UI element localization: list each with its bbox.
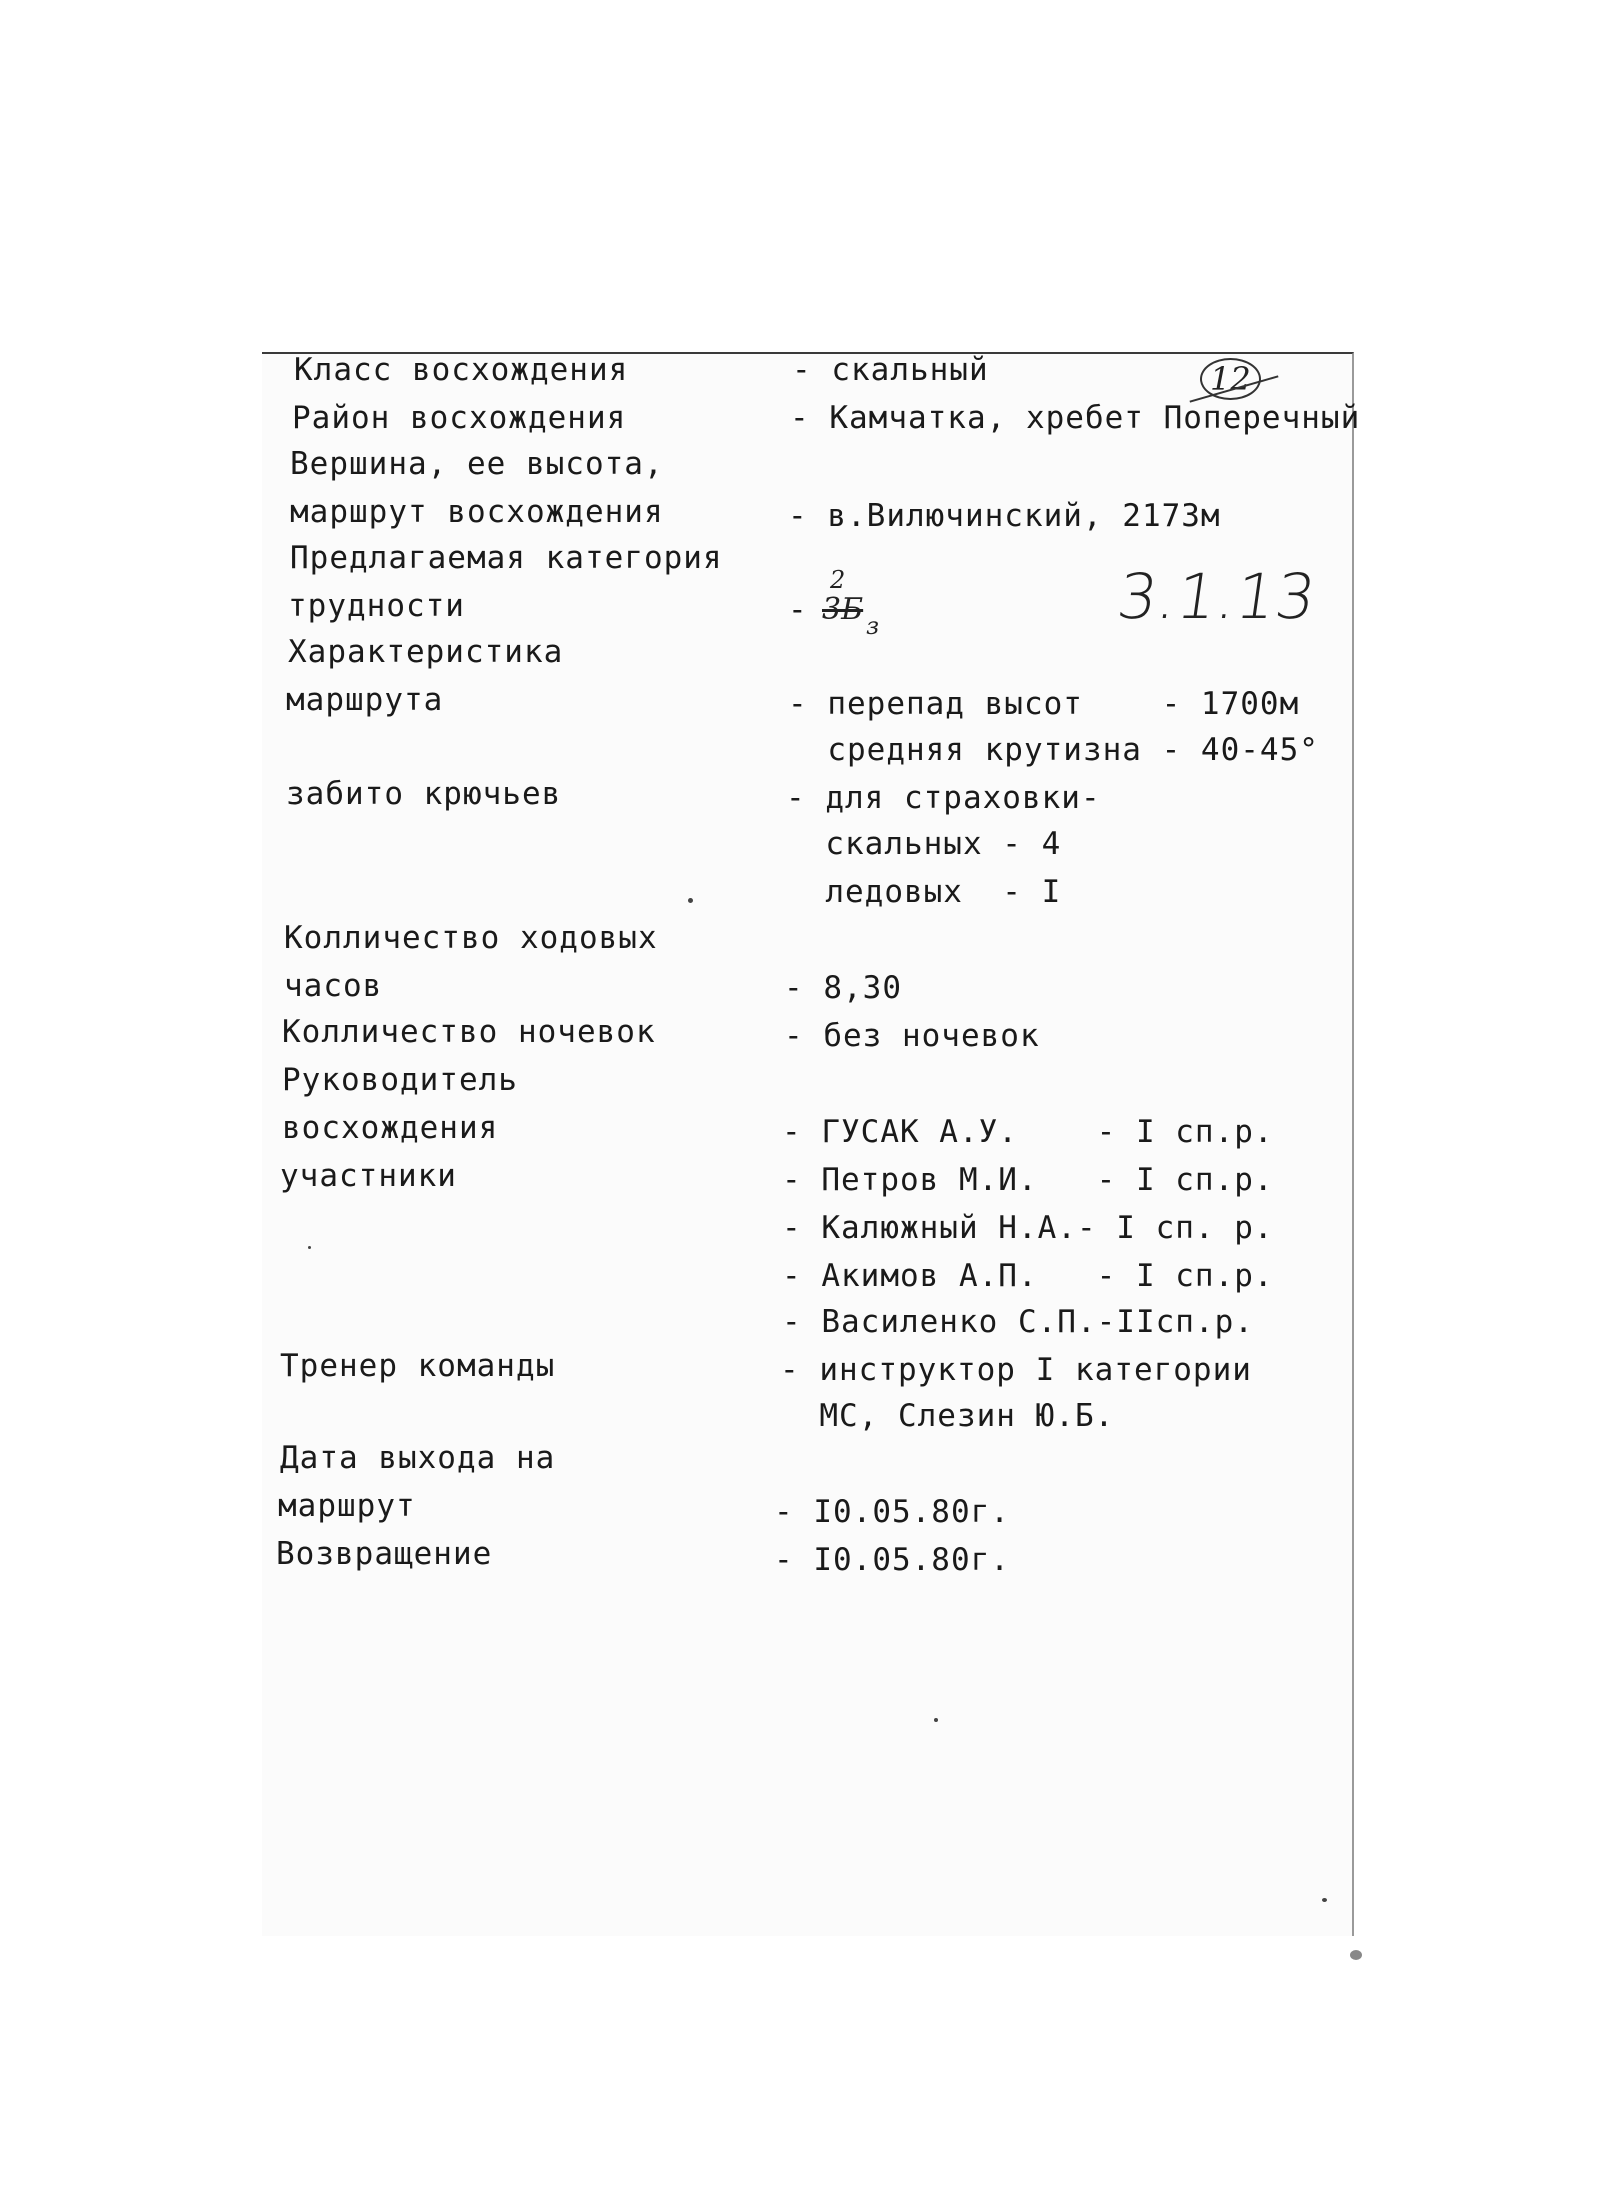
pitons-value-3: ледовых - I (786, 874, 1062, 910)
category-dash: - (788, 592, 808, 628)
pitons-value-1: - для страховки- (786, 780, 1101, 816)
coach-label: Тренер команды (280, 1348, 556, 1384)
hours-value: - 8,30 (784, 970, 902, 1006)
pitons-label: забито крючьев (286, 776, 562, 812)
scan-speck (1322, 1898, 1327, 1902)
route-value-2: средняя крутизна - 40-45° (788, 732, 1319, 768)
nights-label: Колличество ночевок (282, 1014, 656, 1050)
leader-label-2: восхождения (282, 1110, 499, 1146)
members-label: участники (280, 1158, 457, 1194)
region-label: Район восхождения (292, 400, 627, 436)
category-label-2: трудности (288, 588, 465, 624)
coach-value-1: - инструктор I категории (780, 1352, 1252, 1388)
return-value: - I0.05.80г. (774, 1542, 1010, 1578)
coach-value-2: МС, Слезин Ю.Б. (780, 1398, 1115, 1434)
leader-value: - ГУСАК А.У. - I сп.р. (782, 1114, 1274, 1150)
leader-label-1: Руководитель (282, 1062, 518, 1098)
member-row: - Акимов А.П. - I сп.р. (782, 1258, 1274, 1294)
page-number-mark: 12 (1200, 358, 1261, 400)
date-label-2: маршрут (278, 1488, 416, 1524)
hours-label-1: Колличество ходовых (284, 920, 658, 956)
route-value-1: - перепад высот - 1700м (788, 686, 1300, 722)
scan-speck (688, 898, 693, 903)
category-sub: з (866, 612, 880, 640)
category-top: 2 (830, 566, 846, 594)
scan-speck (934, 1718, 938, 1722)
pitons-value-2: скальных - 4 (786, 826, 1062, 862)
hours-label-2: часов (284, 968, 383, 1004)
class-label: Класс восхождения (294, 352, 629, 388)
scan-speck (1350, 1950, 1362, 1960)
class-value: - скальный (792, 352, 989, 388)
category-bottom: 3Б (822, 592, 864, 627)
member-row: - Калюжный Н.А.- I сп. р. (782, 1210, 1274, 1246)
nights-value: - без ночевок (784, 1018, 1040, 1054)
peak-label-2: маршрут восхождения (290, 494, 664, 530)
date-label-1: Дата выхода на (280, 1440, 556, 1476)
peak-value: - в.Вилючинский, 2173м (788, 498, 1221, 534)
member-row: - Петров М.И. - I сп.р. (782, 1162, 1274, 1198)
return-label: Возвращение (276, 1536, 493, 1572)
route-label-2: маршрута (286, 682, 444, 718)
member-row: - Василенко С.П.-IIсп.р. (782, 1304, 1254, 1340)
route-code: 3.1.13 (1112, 560, 1321, 633)
region-value: - Камчатка, хребет Поперечный (790, 400, 1361, 436)
peak-label-1: Вершина, ее высота, (290, 446, 664, 482)
scan-speck (308, 1246, 311, 1249)
date-value: - I0.05.80г. (774, 1494, 1010, 1530)
category-label-1: Предлагаемая категория (290, 540, 723, 576)
route-label-1: Характеристика (288, 634, 564, 670)
